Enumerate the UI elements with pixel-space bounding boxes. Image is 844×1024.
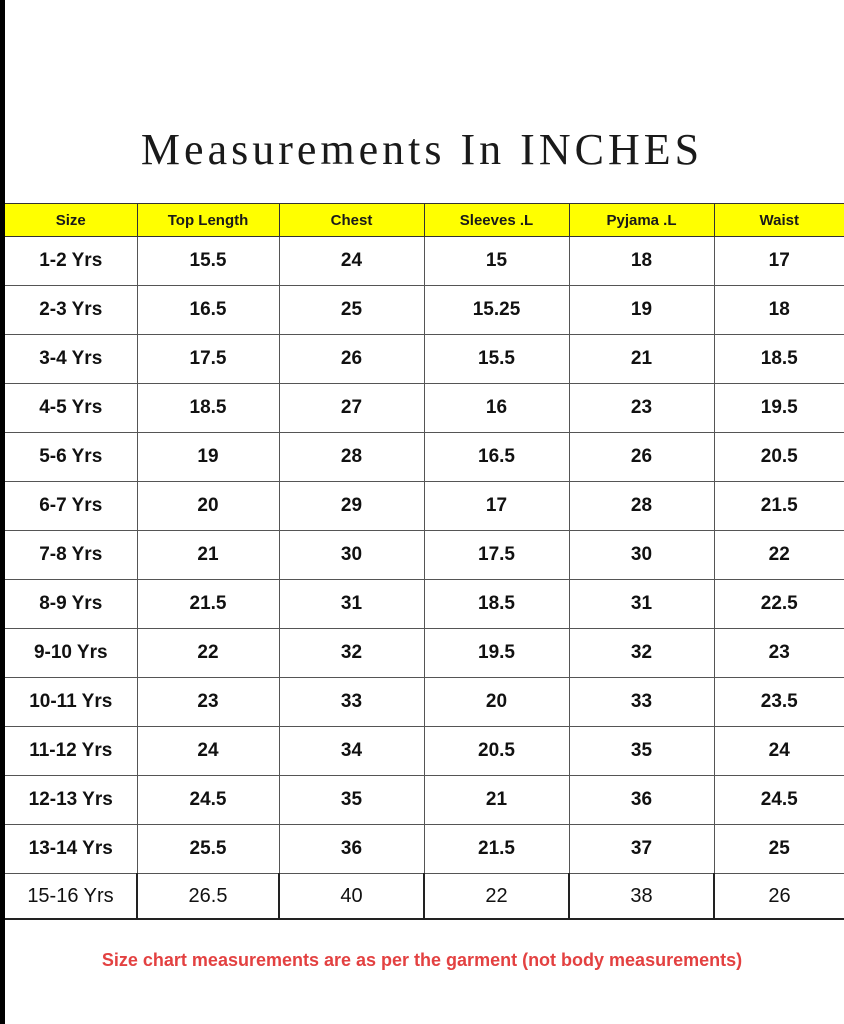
cell-size: 5-6 Yrs — [5, 433, 137, 482]
page-title: Measurements In INCHES — [140, 125, 704, 174]
cell-pyjama-length: 37 — [569, 825, 714, 874]
cell-waist: 26 — [714, 874, 844, 920]
cell-waist: 23.5 — [714, 678, 844, 727]
cell-top-length: 16.5 — [137, 286, 279, 335]
cell-size: 4-5 Yrs — [5, 384, 137, 433]
cell-sleeves-length: 15 — [424, 237, 569, 286]
cell-size: 3-4 Yrs — [5, 335, 137, 384]
table-row — [5, 776, 844, 825]
cell-pyjama-length: 18 — [569, 237, 714, 286]
cell-pyjama-length: 36 — [569, 776, 714, 825]
cell-size: 9-10 Yrs — [5, 629, 137, 678]
cell-size: 15-16 Yrs — [5, 874, 137, 920]
table-row — [5, 580, 844, 629]
cell-waist: 23 — [714, 629, 844, 678]
cell-waist: 21.5 — [714, 482, 844, 531]
cell-pyjama-length: 26 — [569, 433, 714, 482]
table-row — [5, 237, 844, 286]
cell-chest: 34 — [279, 727, 424, 776]
cell-top-length: 24.5 — [137, 776, 279, 825]
cell-waist: 18.5 — [714, 335, 844, 384]
cell-size: 7-8 Yrs — [5, 531, 137, 580]
cell-size: 11-12 Yrs — [5, 727, 137, 776]
cell-chest: 30 — [279, 531, 424, 580]
cell-chest: 29 — [279, 482, 424, 531]
cell-pyjama-length: 23 — [569, 384, 714, 433]
cell-waist: 22 — [714, 531, 844, 580]
cell-top-length: 17.5 — [137, 335, 279, 384]
header-sleeves-length: Sleeves .L — [424, 204, 569, 237]
table-row — [5, 286, 844, 335]
cell-top-length: 15.5 — [137, 237, 279, 286]
cell-chest: 40 — [279, 874, 424, 920]
cell-size: 1-2 Yrs — [5, 237, 137, 286]
table-row — [5, 531, 844, 580]
cell-top-length: 25.5 — [137, 825, 279, 874]
cell-sleeves-length: 21 — [424, 776, 569, 825]
cell-chest: 31 — [279, 580, 424, 629]
cell-sleeves-length: 20.5 — [424, 727, 569, 776]
garment-measurement-note: Size chart measurements are as per the garment (not body measurements) — [101, 950, 743, 970]
cell-pyjama-length: 32 — [569, 629, 714, 678]
cell-top-length: 23 — [137, 678, 279, 727]
cell-top-length: 24 — [137, 727, 279, 776]
table-row — [5, 335, 844, 384]
cell-waist: 17 — [714, 237, 844, 286]
cell-top-length: 20 — [137, 482, 279, 531]
cell-size: 12-13 Yrs — [5, 776, 137, 825]
table-row — [5, 727, 844, 776]
table-row — [5, 629, 844, 678]
cell-chest: 26 — [279, 335, 424, 384]
cell-sleeves-length: 22 — [424, 874, 569, 920]
cell-top-length: 22 — [137, 629, 279, 678]
cell-waist: 24.5 — [714, 776, 844, 825]
cell-pyjama-length: 21 — [569, 335, 714, 384]
cell-sleeves-length: 20 — [424, 678, 569, 727]
cell-pyjama-length: 31 — [569, 580, 714, 629]
cell-pyjama-length: 38 — [569, 874, 714, 920]
cell-size: 2-3 Yrs — [5, 286, 137, 335]
cell-sleeves-length: 21.5 — [424, 825, 569, 874]
cell-chest: 25 — [279, 286, 424, 335]
cell-sleeves-length: 17 — [424, 482, 569, 531]
cell-pyjama-length: 30 — [569, 531, 714, 580]
cell-size: 6-7 Yrs — [5, 482, 137, 531]
cell-waist: 25 — [714, 825, 844, 874]
cell-sleeves-length: 17.5 — [424, 531, 569, 580]
size-chart-table — [5, 203, 844, 920]
cell-chest: 33 — [279, 678, 424, 727]
cell-sleeves-length: 18.5 — [424, 580, 569, 629]
table-row — [5, 678, 844, 727]
table-row — [5, 825, 844, 874]
cell-waist: 18 — [714, 286, 844, 335]
cell-pyjama-length: 28 — [569, 482, 714, 531]
header-chest: Chest — [279, 204, 424, 237]
header-pyjama-length: Pyjama .L — [569, 204, 714, 237]
cell-chest: 35 — [279, 776, 424, 825]
cell-size: 13-14 Yrs — [5, 825, 137, 874]
cell-chest: 36 — [279, 825, 424, 874]
cell-waist: 24 — [714, 727, 844, 776]
header-size: Size — [5, 204, 137, 237]
cell-size: 8-9 Yrs — [5, 580, 137, 629]
cell-top-length: 18.5 — [137, 384, 279, 433]
cell-waist: 22.5 — [714, 580, 844, 629]
table-row — [5, 433, 844, 482]
cell-chest: 28 — [279, 433, 424, 482]
cell-top-length: 26.5 — [137, 874, 279, 920]
table-row — [5, 874, 844, 920]
cell-sleeves-length: 15.25 — [424, 286, 569, 335]
table-row — [5, 384, 844, 433]
cell-sleeves-length: 16.5 — [424, 433, 569, 482]
cell-pyjama-length: 19 — [569, 286, 714, 335]
cell-top-length: 19 — [137, 433, 279, 482]
cell-chest: 32 — [279, 629, 424, 678]
cell-sleeves-length: 15.5 — [424, 335, 569, 384]
cell-waist: 20.5 — [714, 433, 844, 482]
cell-top-length: 21 — [137, 531, 279, 580]
cell-chest: 24 — [279, 237, 424, 286]
cell-top-length: 21.5 — [137, 580, 279, 629]
cell-waist: 19.5 — [714, 384, 844, 433]
table-row — [5, 482, 844, 531]
cell-sleeves-length: 19.5 — [424, 629, 569, 678]
cell-sleeves-length: 16 — [424, 384, 569, 433]
header-waist: Waist — [714, 204, 844, 237]
header-top-length: Top Length — [137, 204, 279, 237]
cell-size: 10-11 Yrs — [5, 678, 137, 727]
table-header-row — [5, 204, 844, 237]
cell-pyjama-length: 33 — [569, 678, 714, 727]
cell-pyjama-length: 35 — [569, 727, 714, 776]
cell-chest: 27 — [279, 384, 424, 433]
